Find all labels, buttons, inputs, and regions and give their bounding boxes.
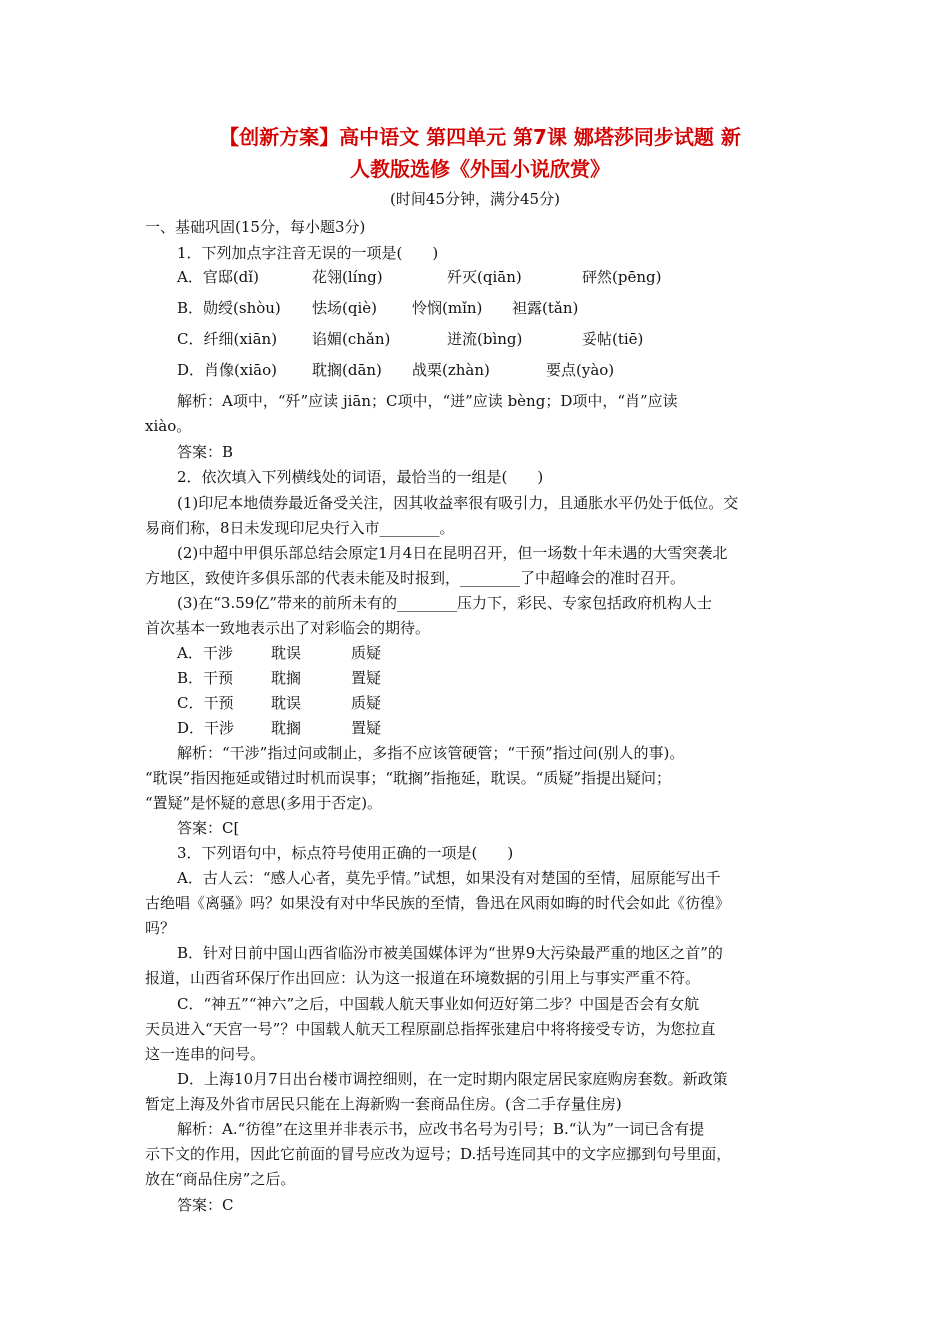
- q1-c-3: 迸流(bìng): [447, 330, 523, 348]
- q1-option-d: [177, 359, 614, 381]
- document-subtitle: (时间45分钟，满分45分): [390, 190, 560, 208]
- q2-b-1: B．干预: [177, 669, 234, 687]
- q1-a-1: A．官邸(dǐ): [177, 268, 259, 286]
- q2-sentence-1a: (1)印尼本地债券最近备受关注，因其收益率很有吸引力，且通胀水平仍处于低位。交: [177, 494, 739, 512]
- q3-stem: 3．下列语句中，标点符号使用正确的一项是( ): [177, 844, 514, 862]
- q1-a-2: 花翎(líng): [312, 268, 383, 286]
- q2-a-3: 质疑: [351, 644, 382, 662]
- q3-option-a-2: 古绝唱《离骚》吗？如果没有对中华民族的至情，鲁迅在风雨如晦的时代会如此《彷徨》: [145, 894, 731, 912]
- q2-sentence-3b: 首次基本一致地表示出了对彩临会的期待。: [145, 619, 431, 637]
- q2-sentence-2a: (2)中超中甲俱乐部总结会原定1月4日在昆明召开，但一场数十年未遇的大雪突袭北: [177, 544, 728, 562]
- q2-option-b: [177, 667, 381, 689]
- q3-option-d-2: 暂定上海及外省市居民只能在上海新购一套商品住房。(含二手存量住房): [145, 1095, 622, 1113]
- q1-answer: 答案：B: [177, 443, 234, 461]
- q2-stem: 2．依次填入下列横线处的词语，最恰当的一组是( ): [177, 468, 544, 486]
- q1-b-2: 怯场(qiè): [312, 299, 377, 317]
- q2-a-2: 耽误: [271, 644, 302, 662]
- document-title-line-2: 人教版选修《外国小说欣赏》: [350, 157, 610, 181]
- q2-option-d: [177, 717, 381, 739]
- q1-explanation-2: xiào。: [145, 417, 192, 435]
- q2-explanation-1: 解析：“干涉”指过问或制止，多指不应该管硬管；“干预”指过问(别人的事)。: [177, 744, 685, 762]
- q2-option-c: [177, 692, 381, 714]
- q2-sentence-1b: 易商们称，8日未发现印尼央行入市________。: [145, 519, 455, 537]
- q1-d-3: 战栗(zhàn): [412, 361, 490, 379]
- q3-option-a-3: 吗？: [145, 919, 176, 937]
- q1-a-4: 砰然(pēng): [582, 268, 662, 286]
- q1-d-2: 耽搁(dān): [312, 361, 382, 379]
- q2-explanation-2: “耽误”指因拖延或错过时机而误事；“耽搁”指拖延，耽误。“质疑”指提出疑问；: [145, 769, 672, 787]
- q3-option-c-1: C．“神五”“神六”之后，中国载人航天事业如何迈好第二步？中国是否会有女航: [177, 995, 700, 1013]
- q3-option-c-3: 这一连串的问号。: [145, 1045, 266, 1063]
- q1-a-3: 歼灭(qiān): [447, 268, 522, 286]
- q1-c-4: 妥帖(tiē): [582, 330, 644, 348]
- q2-answer: 答案：C[: [177, 819, 240, 837]
- q2-sentence-3a: (3)在“3.59亿”带来的前所未有的________压力下，彩民、专家包括政府机构人士: [177, 594, 712, 612]
- q2-sentence-2b: 方地区，致使许多俱乐部的代表未能及时报到，________了中超峰会的准时召开。: [145, 569, 686, 587]
- q2-b-3: 置疑: [351, 669, 382, 687]
- document-title-line-1: 【创新方案】高中语文 第四单元 第7课 娜塔莎同步试题 新: [219, 125, 741, 149]
- q2-option-a: [177, 642, 381, 664]
- q1-b-4: 袒露(tǎn): [512, 299, 579, 317]
- q2-a-1: A．干涉: [177, 644, 233, 662]
- q2-d-2: 耽搁: [271, 719, 302, 737]
- q2-c-2: 耽误: [271, 694, 302, 712]
- q2-explanation-3: “置疑”是怀疑的意思(多用于否定)。: [145, 794, 383, 812]
- q1-b-1: B．勋绶(shòu): [177, 299, 281, 317]
- q1-option-c: [177, 328, 643, 350]
- q1-c-1: C．纤细(xiān): [177, 330, 278, 348]
- q3-option-c-2: 天员进入“天宫一号”？中国载人航天工程原副总指挥张建启中将将接受专访，为您拉直: [145, 1020, 716, 1038]
- q3-answer: 答案：C: [177, 1196, 234, 1214]
- q2-c-1: C．干预: [177, 694, 234, 712]
- q2-b-2: 耽搁: [271, 669, 302, 687]
- q3-option-b-1: B．针对日前中国山西省临汾市被美国媒体评为“世界9大污染最严重的地区之首”的: [177, 944, 723, 962]
- q2-d-1: D．干涉: [177, 719, 235, 737]
- section-heading: 一、基础巩固(15分，每小题3分): [145, 218, 366, 236]
- q1-d-1: D．肖像(xiāo): [177, 361, 277, 379]
- q1-stem: 1．下列加点字注音无误的一项是( ): [177, 244, 439, 262]
- q3-explanation-1: 解析：A.“彷徨”在这里并非表示书，应改书名号为引号；B.“认为”一词已含有提: [177, 1120, 705, 1138]
- q3-option-a-1: A．古人云：“感人心者，莫先乎情。”试想，如果没有对楚国的至情，屈原能写出千: [177, 869, 721, 887]
- q1-option-b: [177, 297, 578, 319]
- q1-explanation-1: 解析：A项中，“歼”应读 jiān；C项中，“迸”应读 bèng；D项中，“肖”应读: [177, 392, 678, 410]
- q1-option-a: [177, 266, 661, 288]
- q1-c-2: 谄媚(chǎn): [312, 330, 391, 348]
- q2-c-3: 质疑: [351, 694, 382, 712]
- q1-d-4: 要点(yào): [546, 361, 615, 379]
- q3-explanation-2: 示下文的作用，因此它前面的冒号应改为逗号；D.括号连同其中的文字应挪到句号里面，: [145, 1145, 732, 1163]
- q1-b-3: 怜悯(mǐn): [412, 299, 483, 317]
- q3-option-b-2: 报道，山西省环保厅作出回应：认为这一报道在环境数据的引用上与事实严重不符。: [145, 969, 701, 987]
- q3-option-d-1: D．上海10月7日出台楼市调控细则，在一定时期内限定居民家庭购房套数。新政策: [177, 1070, 728, 1088]
- q2-d-3: 置疑: [351, 719, 382, 737]
- q3-explanation-3: 放在“商品住房”之后。: [145, 1170, 296, 1188]
